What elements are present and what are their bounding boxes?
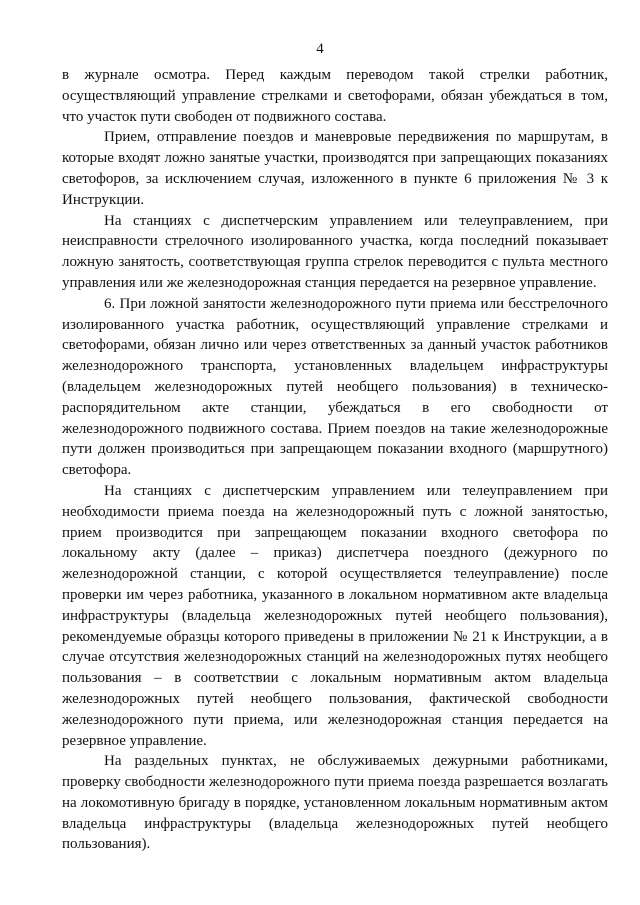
paragraph-dispatcher-control: На станциях с диспетчерским управлением или телеуправлением, при неисправности стрелочного изолированного участка, когда последний показывает ложную занятость, соответствующая группа стрелок переводится с пульта местного управления или же железнодорожная станция передается на резервное управление. bbox=[62, 212, 608, 291]
paragraph-continuation: в журнале осмотра. Перед каждым переводом такой стрелки работник, осуществляющий управление стрелками и светофорами, обязан убеждаться в том, что участок пути свободен от подвижного состава. bbox=[62, 67, 608, 125]
page-number: 4 bbox=[316, 41, 324, 57]
paragraph-reception-dispatch: Прием, отправление поездов и маневровые передвижения по маршрутам, в которые входят ложно занятые участки, производятся при запрещающих показаниях светофоров, за исключением случая, изложенного в пункте 6 приложения № 3 к Инструкции. bbox=[62, 129, 608, 208]
paragraph-unmanned-points: На раздельных пунктах, не обслуживаемых дежурными работниками, проверку свободности железнодорожного пути приема поезда разрешается возлагать на локомотивную бригаду в порядке, установленном локальным нормативным актом владельца инфраструктуры (владельца железнодорожных путей необщего пользования). bbox=[62, 753, 608, 853]
paragraph-false-occupancy-reception: На станциях с диспетчерским управлением или телеуправлением при необходимости приема поезда на железнодорожный путь с ложной занятостью, прием производится при запрещающем показании входного светофора по локальному акту (далее – приказ) диспетчера поездного (дежурного по железнодорожной станции, с которой осуществляется телеуправление) после проверки им через работника, указанного в локальном нормативном акте владельца инфраструктуры (владельца железнодорожных путей необщего пользования), рекомендуемые образцы которого приведены в приложении № 21 к Инструкции, а в случае отсутствия железнодорожных станций на железнодорожных путях необщего пользования – в соответствии с локальным нормативным актом владельца железнодорожных путей необщего пользования, фактической свободности железнодорожного пути приема, или железнодорожная станция передается на резервное управление. bbox=[62, 482, 608, 749]
document-body bbox=[62, 65, 608, 855]
paragraph-item-6: 6. При ложной занятости железнодорожного пути приема или бесстрелочного изолированного участка работник, осуществляющий управление стрелками и светофорами, обязан лично или через ответственных за данный участок работников железнодорожного транспорта, установленных владельцем инфраструктуры (владельцем железнодорожных путей необщего пользования) в техническо-распорядительном акте станции, убеждаться в его свободности от железнодорожного подвижного состава. Прием поездов на такие железнодорожные пути должен производиться при запрещающем показании входного (маршрутного) светофора. bbox=[62, 295, 608, 479]
